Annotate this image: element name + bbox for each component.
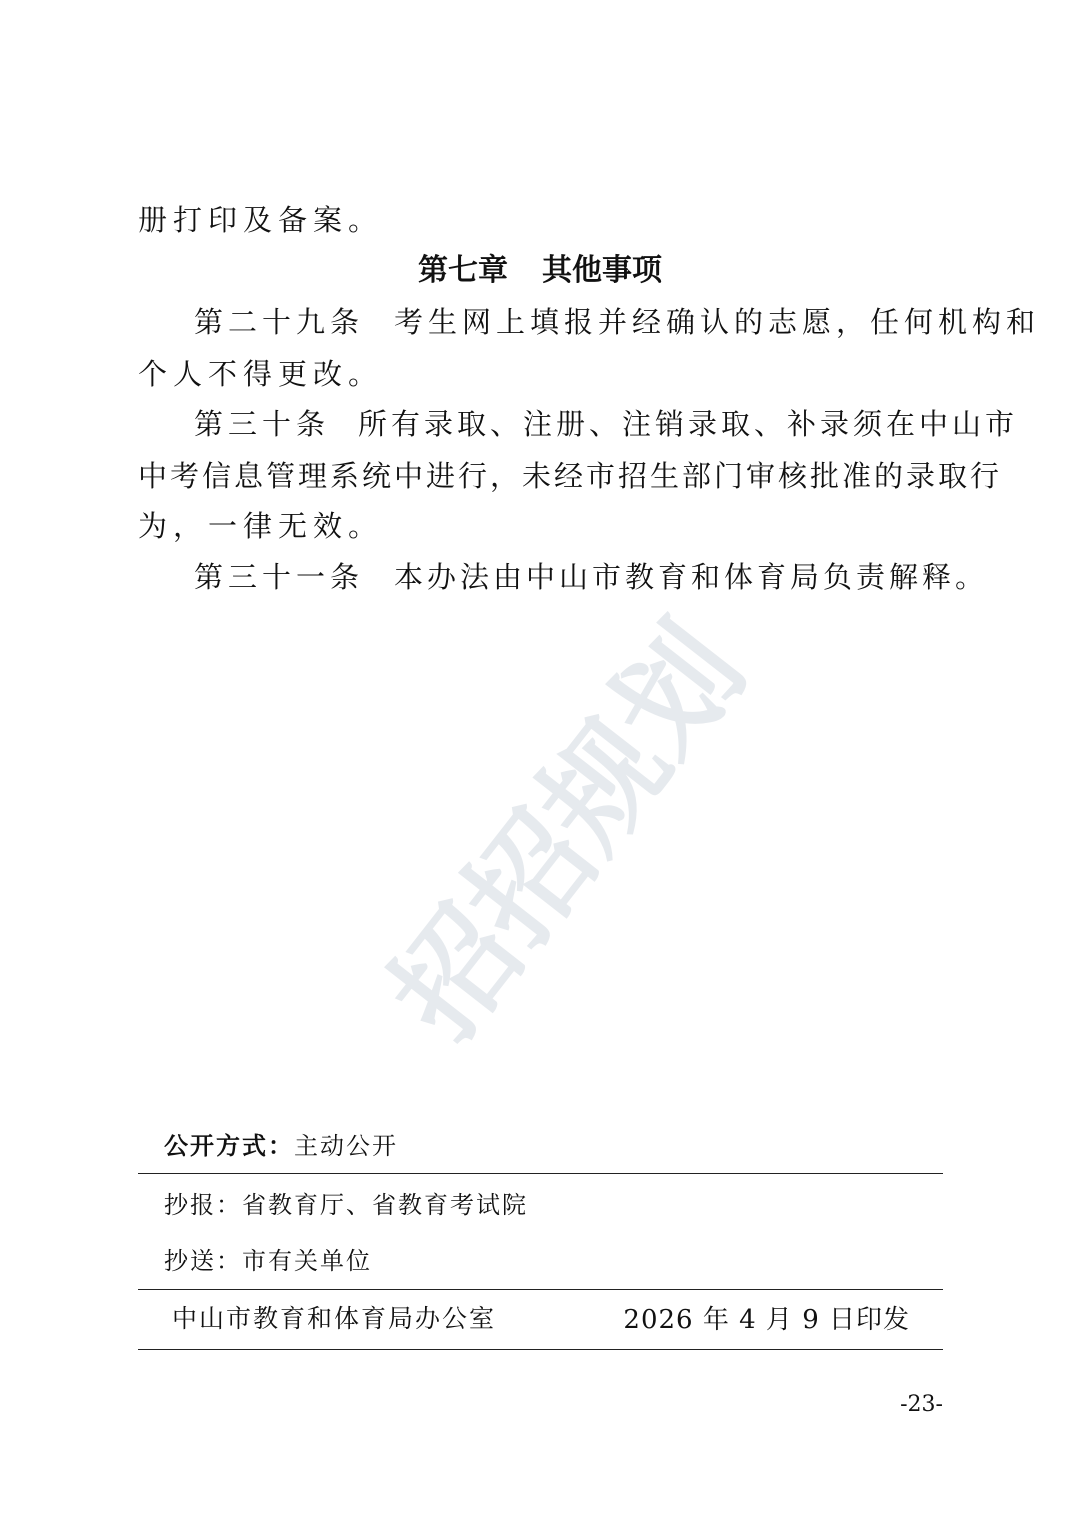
watermark-text: 招招规划 [365, 600, 771, 1065]
footer-divider-middle [138, 1289, 943, 1290]
footer-divider-top [138, 1173, 943, 1174]
continuation-line: 册打印及备案。 [138, 203, 384, 237]
article-31-line-1 [138, 557, 988, 597]
article-31-head: 第三十一条 [194, 560, 365, 594]
copy-to-line: 抄送：市有关单位 [164, 1247, 372, 1275]
article-30-text-1: 所有录取、注册、注销录取、补录须在中山市 [358, 407, 1019, 441]
article-29-line-1 [138, 302, 1041, 342]
article-29-head: 第二十九条 [194, 305, 365, 339]
article-31-text-1: 本办法由中山市教育和体育局负责解释。 [394, 560, 989, 594]
disclosure-line [164, 1130, 398, 1162]
chapter-title: 其他事项 [542, 253, 662, 288]
article-30-line-3: 为，一律无效。 [138, 509, 384, 543]
page-number: -23- [900, 1392, 943, 1417]
article-29-line-2: 个人不得更改。 [138, 357, 384, 391]
article-30-line-2: 中考信息管理系统中进行，未经市招生部门审核批准的录取行 [138, 459, 1003, 493]
article-30-line-1 [138, 404, 1019, 444]
footer-divider-bottom [138, 1349, 943, 1350]
disclosure-value: 主动公开 [294, 1132, 398, 1160]
article-30-head: 第三十条 [194, 407, 331, 441]
chapter-heading [0, 250, 1080, 292]
article-29-text-1: 考生网上填报并经确认的志愿，任何机构和 [394, 305, 1041, 339]
report-to-line: 抄报：省教育厅、省教育考试院 [164, 1191, 528, 1219]
issue-date: 2026 年 4 月 9 日印发 [623, 1305, 910, 1335]
issuing-office: 中山市教育和体育局办公室 [172, 1304, 497, 1333]
chapter-label: 第七章 [418, 253, 508, 288]
watermark [320, 560, 840, 1065]
disclosure-label: 公开方式： [164, 1132, 294, 1160]
